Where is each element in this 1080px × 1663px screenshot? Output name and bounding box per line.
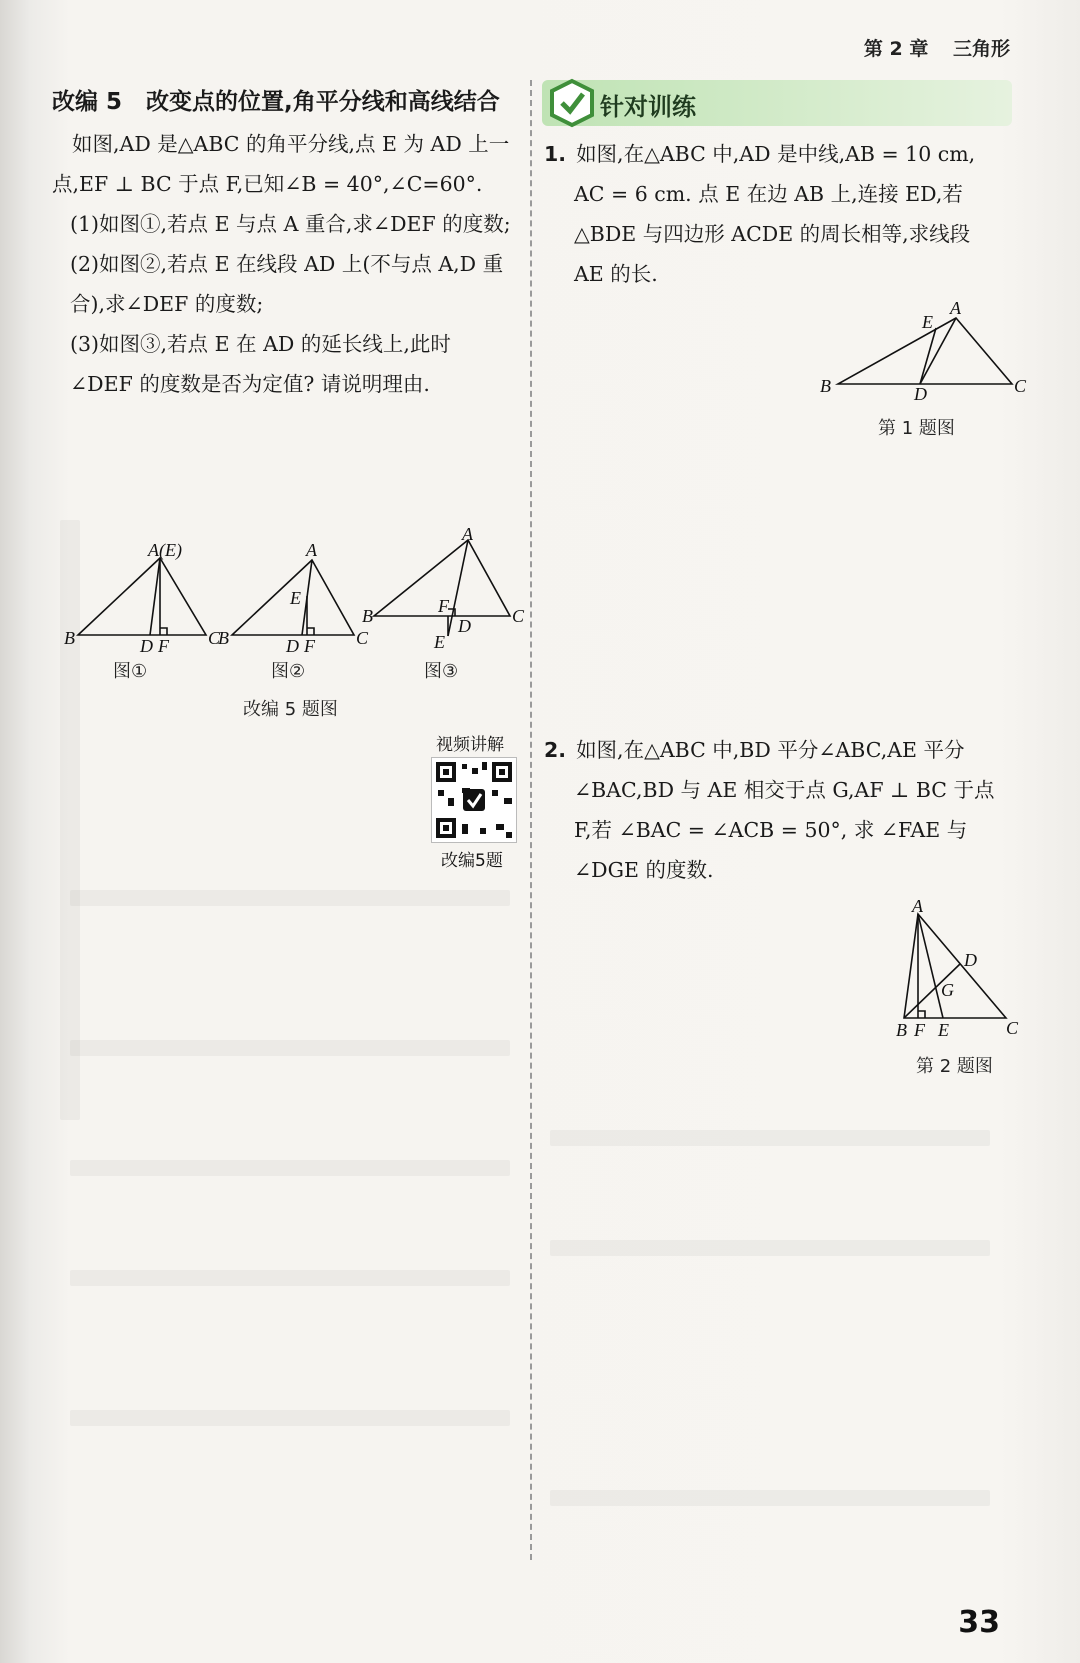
bleed-through-mark	[70, 1040, 510, 1056]
qr-code-icon[interactable]	[431, 757, 517, 843]
column-divider	[530, 80, 532, 1560]
figure-1-caption: 图①	[113, 661, 148, 682]
problem-part-1: (1)如图①,若点 E 与点 A 重合,求∠DEF 的度数;	[70, 212, 511, 236]
right-angle-mark	[307, 628, 314, 635]
label-f: F	[438, 596, 449, 616]
question-2-line-2: ∠BAC,BD 与 AE 相交于点 G,AF ⊥ BC 于点	[574, 778, 995, 802]
label-a-e: A(E)	[148, 540, 182, 560]
label-e: E	[434, 632, 445, 652]
question-2	[544, 730, 1016, 890]
question-1-number: 1.	[544, 142, 567, 166]
bleed-through-mark	[70, 1160, 510, 1176]
label-b: B	[218, 628, 229, 648]
label-c: C	[1014, 376, 1027, 396]
label-d: D	[140, 636, 153, 656]
label-a: A	[306, 540, 317, 560]
right-angle-mark	[160, 628, 167, 635]
label-a: A	[462, 524, 473, 544]
question-1-figure-caption: 第 1 题图	[878, 418, 955, 439]
qr-code-graphic	[432, 758, 516, 842]
question-1-figure	[816, 298, 1027, 404]
check-icon	[547, 78, 597, 128]
section-heading	[52, 82, 512, 122]
practice-banner-title: 针对训练	[600, 93, 696, 121]
label-g: G	[941, 980, 954, 1000]
left-column	[52, 82, 512, 404]
question-1-line-2: AC = 6 cm. 点 E 在边 AB 上,连接 ED,若	[574, 182, 963, 206]
question-2-line-4: ∠DGE 的度数.	[574, 858, 714, 882]
problem-part-2: (2)如图②,若点 E 在线段 AD 上(不与点 A,D 重合),求∠DEF 的度数;	[70, 252, 504, 316]
label-f: F	[914, 1020, 925, 1040]
label-a: A	[950, 298, 961, 318]
bleed-through-mark	[70, 1270, 510, 1286]
question-2-number: 2.	[544, 738, 567, 762]
figure-2-caption: 图②	[271, 661, 306, 682]
label-c: C	[208, 628, 221, 648]
question-1	[544, 134, 1016, 294]
question-1-line-4: AE 的长.	[574, 262, 658, 286]
label-e: E	[290, 588, 301, 608]
triangle-abc	[78, 558, 206, 635]
figure-group-caption: 改编 5 题图	[243, 699, 338, 720]
label-d: D	[964, 950, 977, 970]
label-e: E	[938, 1020, 949, 1040]
question-2-line-1: 如图,在△ABC 中,BD 平分∠ABC,AE 平分	[576, 738, 965, 762]
label-c: C	[512, 606, 525, 626]
right-angle-mark	[918, 1011, 925, 1018]
page-number: 33	[958, 1605, 1000, 1640]
bleed-through-mark	[70, 1410, 510, 1426]
figure-3-caption: 图③	[424, 661, 459, 682]
chapter-number: 第 2 章	[863, 38, 929, 60]
problem-intro: 如图,AD 是△ABC 的角平分线,点 E 为 AD 上一点,EF ⊥ BC 于点 F,已知∠B = 40°,∠C=60°.	[52, 132, 510, 196]
bleed-through-mark	[550, 1240, 990, 1256]
page-header	[846, 34, 1010, 61]
question-2-figure-caption: 第 2 题图	[916, 1056, 993, 1077]
label-d: D	[458, 616, 471, 636]
label-c: C	[1006, 1018, 1019, 1038]
question-2-figure	[888, 896, 1019, 1045]
label-d: D	[286, 636, 299, 656]
label-f: F	[158, 636, 169, 656]
label-a: A	[912, 896, 923, 916]
chapter-title: 三角形	[952, 38, 1010, 60]
label-c: C	[356, 628, 369, 648]
figure-3	[362, 524, 525, 655]
bleed-through-mark	[70, 890, 510, 906]
question-1-line-3: △BDE 与四边形 ACDE 的周长相等,求线段	[574, 222, 971, 246]
bleed-through-mark	[550, 1490, 990, 1506]
section-title: 改变点的位置,角平分线和高线结合	[146, 89, 500, 115]
label-b: B	[896, 1020, 907, 1040]
label-b: B	[362, 606, 373, 626]
question-1-line-1: 如图,在△ABC 中,AD 是中线,AB = 10 cm,	[576, 142, 976, 166]
qr-caption: 改编5题	[441, 851, 503, 871]
figure-1	[60, 540, 220, 655]
question-2-line-3: F,若 ∠BAC = ∠ACB = 50°, 求 ∠FAE 与	[574, 818, 968, 842]
label-e: E	[922, 312, 933, 332]
bisector-ad	[150, 558, 160, 635]
label-b: B	[64, 628, 75, 648]
label-d: D	[914, 384, 927, 404]
label-b: B	[820, 376, 831, 396]
figure-2	[214, 540, 369, 656]
bleed-through-mark	[550, 1130, 990, 1146]
problem-part-3: (3)如图③,若点 E 在 AD 的延长线上,此时∠DEF 的度数是否为定值? 请说明理由.	[70, 332, 451, 396]
video-explain-title: 视频讲解	[436, 735, 504, 755]
section-number: 改编 5	[52, 89, 123, 115]
label-f: F	[304, 636, 315, 656]
